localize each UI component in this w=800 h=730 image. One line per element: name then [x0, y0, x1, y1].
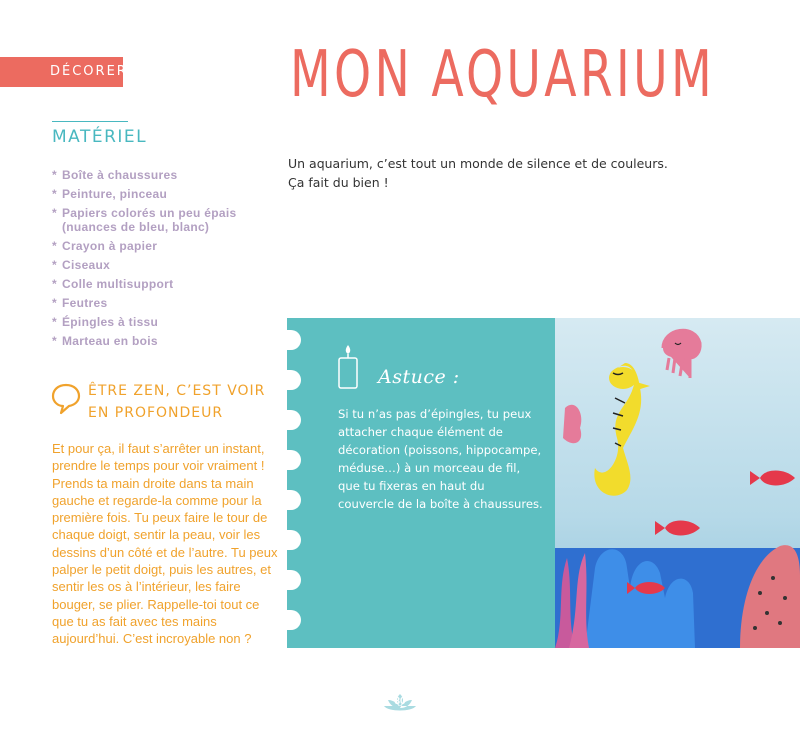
- materiel-heading: MATÉRIEL: [52, 127, 148, 147]
- tip-title: Astuce :: [378, 366, 460, 388]
- list-item: * Papiers colorés un peu épais (nuances de bleu, blanc): [52, 207, 272, 234]
- aquarium-photo: [555, 318, 800, 648]
- page-number-badge: [382, 692, 418, 714]
- speech-bubble-icon: [50, 382, 82, 416]
- tip-text: Si tu n’as pas d’épingles, tu peux attacher chaque élément de décoration (poissons, hippocampe, méduse…) à un morceau de fil, que tu fixeras en haut du couvercle de la boîte à chaussures.: [338, 407, 543, 511]
- intro-line: Ça fait du bien !: [288, 175, 389, 190]
- section-tag: DÉCORER: [0, 57, 123, 87]
- candle-icon: [336, 343, 360, 391]
- list-item: * Peinture, pinceau: [52, 188, 272, 202]
- hole: [287, 450, 301, 470]
- page-number: 30: [394, 696, 406, 707]
- hole: [287, 610, 301, 630]
- list-item: * Épingles à tissu: [52, 316, 272, 330]
- list-item: * Marteau en bois: [52, 335, 272, 349]
- hole: [287, 370, 301, 390]
- zen-text: Et pour ça, il faut s’arrêter un instant, prendre le temps pour voir vraiment ! Prends ta main droite dans ta main gauche et regarde-la comme pour la première fois. Tu peux faire le tour de chaque doigt, sentir la peau, voir les dessins d’un côté et de l’autre. Tu peux palper le petit doigt, puis les autres, et sentir les os à l’intérieur, les faire bouger, se plier. Rappelle-toi tout ce que tu as fait avec tes mains aujourd’hui. C’est incroyable non ?: [52, 441, 278, 647]
- hole: [287, 330, 301, 350]
- page-title: MON AQUARIUM: [290, 38, 715, 112]
- intro-line: Un aquarium, c’est tout un monde de silence et de couleurs.: [288, 156, 668, 171]
- hole: [287, 570, 301, 590]
- materiel-list: [52, 169, 272, 354]
- hole: [287, 490, 301, 510]
- notebook-holes: [287, 318, 307, 648]
- materiel-rule: [52, 121, 128, 122]
- list-item: * Crayon à papier: [52, 240, 272, 254]
- hole: [287, 410, 301, 430]
- list-item: * Ciseaux: [52, 259, 272, 273]
- intro-text: [288, 154, 708, 192]
- aquarium-illustration: [555, 318, 800, 648]
- zen-heading: ÊTRE ZEN, C’EST VOIR EN PROFONDEUR: [88, 383, 266, 421]
- list-item: * Boîte à chaussures: [52, 169, 272, 183]
- list-item: * Colle multisupport: [52, 278, 272, 292]
- hole: [287, 530, 301, 550]
- list-item: * Feutres: [52, 297, 272, 311]
